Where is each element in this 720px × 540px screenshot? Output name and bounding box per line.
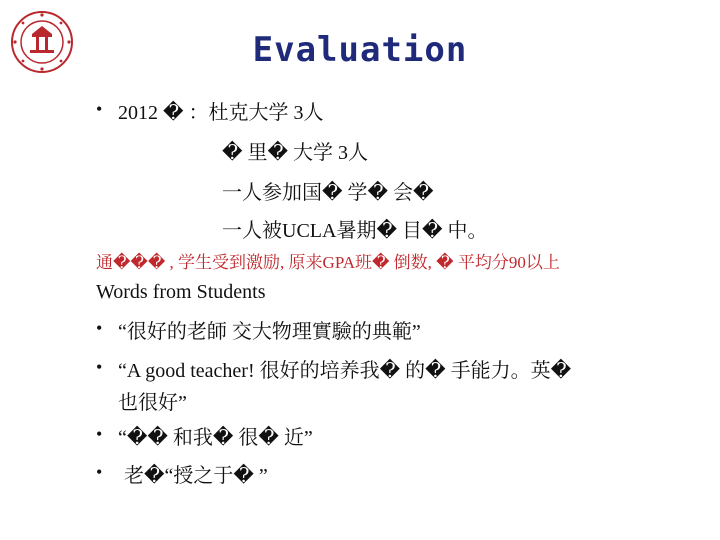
conference-line: 一人参加国� 学� 会� xyxy=(222,182,434,204)
student-quote-3: “�� 和我� 很� 近” xyxy=(118,427,313,449)
student-quote-2: “A good teacher! 很好的培养我� 的� 手能力。英� xyxy=(118,360,572,382)
bullet-marker: • xyxy=(96,462,103,482)
bullet-marker: • xyxy=(96,318,103,338)
duke-line: 2012 � ：杜克大学 3人 xyxy=(118,102,324,124)
student-quote-4: 老�“授之于� ” xyxy=(124,465,268,487)
bullet-marker: • xyxy=(96,99,103,119)
bullet-marker: • xyxy=(96,357,103,377)
student-quote-2-continuation: 也很好” xyxy=(118,392,187,414)
bullet-marker: • xyxy=(96,424,103,444)
slide-title: Evaluation xyxy=(252,30,468,70)
outcome-note: 通��� , 学生受到激励, 原来GPA班� 倒数, � 平均分90以上 xyxy=(96,253,560,272)
ucla-line: 一人被UCLA暑期� 目� 中。 xyxy=(222,220,488,242)
second-university-line: � 里� 大学 3人 xyxy=(222,142,369,164)
words-heading: Words from Students xyxy=(96,281,266,303)
student-quote-1: “很好的老師 交大物理實驗的典範” xyxy=(118,321,421,343)
